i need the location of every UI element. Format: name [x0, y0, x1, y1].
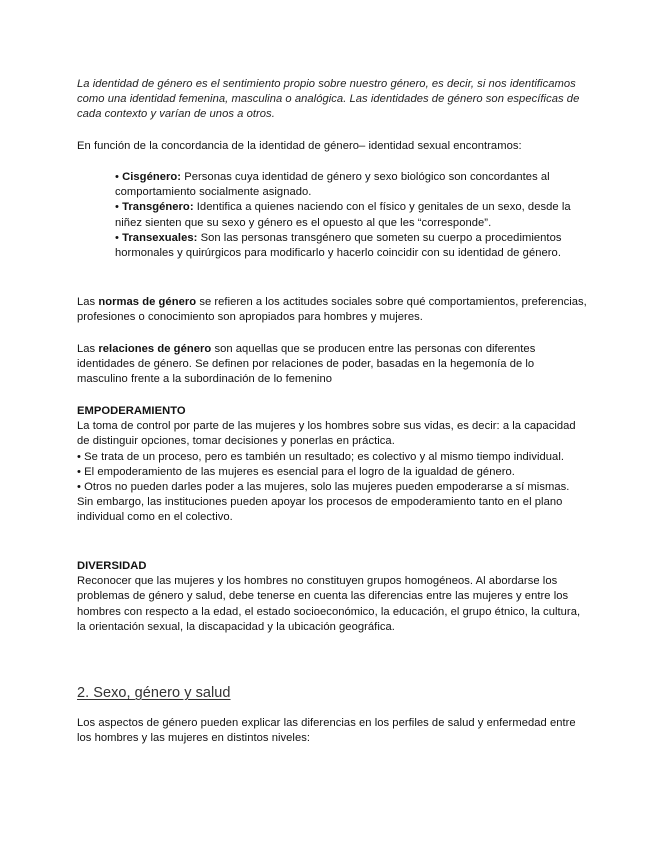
norms-term: normas de género	[98, 296, 197, 308]
list-item-text: Personas cuya identidad de género y sexo biológico son concordantes al comportamiento socialmente asignado.	[115, 171, 550, 199]
diversity-heading: DIVERSIDAD	[77, 560, 147, 572]
list-item-term: Cisgénero:	[122, 171, 182, 183]
list-item-term: Transgénero:	[122, 201, 194, 214]
intro-paragraph: La identidad de género es el sentimiento propio sobre nuestro género, es decir, si nos identificamos como una identidad femenina, masculina o analógica. Las identidades de género son específicas de cada contexto y varían de unos a otros.	[77, 78, 580, 121]
norms-after: se refieren a los actitudes sociales sobre qué comportamientos, preferencias, profesiones o conocimiento son apropiados para hombres y mujeres.	[77, 296, 587, 324]
bullet: •	[115, 231, 123, 244]
list-item-text: Identifica a quienes naciendo con el físico y genitales de un sexo, desde la niñez sienten que su sexo y género es el opuesto al que les “corresponde”.	[115, 201, 571, 229]
section-intro: Los aspectos de género pueden explicar las diferencias en los perfiles de salud y enfermedad entre los hombres y las mujeres en distintos niveles:	[77, 717, 576, 745]
empowerment-line: La toma de control por parte de las mujeres y los hombres sobre sus vidas, es decir: a la capacidad de distinguir opciones, tomar decisiones y ponerlas en práctica.	[77, 420, 576, 448]
identity-list	[115, 170, 585, 261]
relations-after: son aquellas que se producen entre las personas con diferentes identidades de género. Se definen por relaciones de poder, basadas en la hegemonía de lo masculino frente a la subordinación de lo femenino	[77, 343, 536, 386]
concordance-sentence: En función de la concordancia de la identidad de género– identidad sexual encontramos:	[77, 140, 522, 152]
list-item	[115, 200, 585, 230]
bullet: •	[115, 201, 123, 214]
list-item	[115, 170, 585, 200]
empowerment-section	[77, 404, 587, 526]
relations-before: Las	[77, 343, 99, 355]
section-title: 2. Sexo, género y salud	[77, 685, 231, 701]
norms-before: Las	[77, 296, 99, 308]
relations-paragraph	[77, 342, 587, 388]
norms-paragraph	[77, 295, 587, 325]
diversity-text: Reconocer que las mujeres y los hombres no constituyen grupos homogéneos. Al abordarse los problemas de género y salud, debe tenerse en cuenta las diferencias entre las mujeres y entre los hombres con respecto a la edad, el estado socioeconómico, la educación, el grupo étnico, la cultura, la orientación sexual, la discapacidad y la ubicación geográfica.	[77, 575, 581, 633]
relations-term: relaciones de género	[98, 343, 212, 355]
list-item	[115, 231, 585, 261]
bullet: •	[115, 171, 123, 183]
list-item-term: Transexuales:	[122, 231, 198, 244]
empowerment-line: • El empoderamiento de las mujeres es esencial para el logro de la igualdad de género.	[77, 465, 515, 478]
diversity-section	[77, 559, 587, 635]
empowerment-line: • Otros no pueden darles poder a las mujeres, solo las mujeres pueden empoderarse a sí mismas. Sin embargo, las instituciones pueden apoyar los procesos de empoderamiento tanto en el plano individual como en el colectivo.	[77, 481, 570, 524]
empowerment-line: • Se trata de un proceso, pero es también un resultado; es colectivo y al mismo tiempo individual.	[77, 450, 565, 463]
list-item-text: Son las personas transgénero que someten su cuerpo a procedimientos hormonales y quirúrgicos para modificarlo y hacerlo coincidir con su identidad de género.	[115, 231, 562, 260]
empowerment-heading: EMPODERAMIENTO	[77, 405, 186, 417]
